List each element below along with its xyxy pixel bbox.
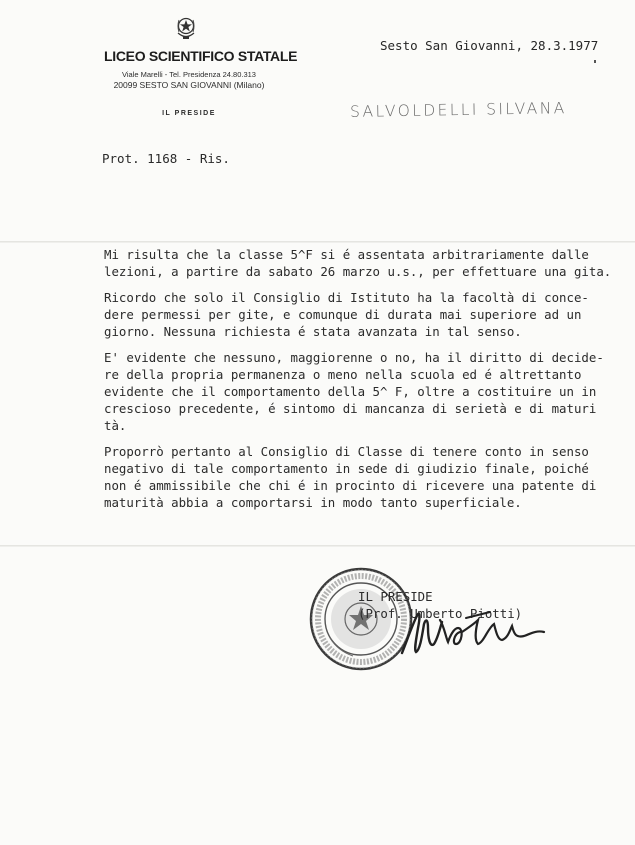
letter-body xyxy=(104,246,624,520)
body-paragraph-1: Mi risulta che la classe 5^F si é assentata arbitrariamente dalle lezioni, a partire da sabato 26 marzo u.s., per effettuare una gita. xyxy=(104,247,612,279)
paper-fold-line xyxy=(0,241,635,243)
body-paragraph-4: Proporrò pertanto al Consiglio di Classe di tenere conto in senso negativo di tale comportamento in sede di giudizio finale, poiché non é ammissibile che chi é in procinto di ricevere una patente di maturità abbia a comportarsi in modo tanto superficiale. xyxy=(104,444,597,510)
address-line-1: Viale Marelli - Tel. Presidenza 24.80.313 xyxy=(122,70,256,79)
signatory-title: IL PRESIDE xyxy=(358,589,433,604)
handwritten-name: SALVOLDELLI SILVANA xyxy=(349,99,567,121)
italian-republic-emblem-icon xyxy=(175,14,197,40)
protocol-number: Prot. 1168 - Ris. xyxy=(102,151,230,166)
body-paragraph-3: E' evidente che nessuno, maggiorenne o no, ha il diritto di decide- re della propria permanenza o meno nella scuola ed é altrettanto evidente che il comportamento della 5^ F, oltre a costituire un in crescioso precedente, é sintomo di mancanza di serietà e di maturi tà. xyxy=(104,350,604,433)
place-and-date: Sesto San Giovanni, 28.3.1977 xyxy=(380,38,599,53)
body-paragraph-2: Ricordo che solo il Consiglio di Istituto ha la facoltà di conce- dere permessi per gite, e comunque di durata mai superiore ad un giorno. Nessuna richiesta é stata avanzata in tal senso. xyxy=(104,290,589,339)
letterhead-role: IL PRESIDE xyxy=(162,110,216,117)
paper-fold-line xyxy=(0,545,635,547)
address-line-2: 20099 SESTO SAN GIOVANNI (Milano) xyxy=(113,80,265,90)
handwritten-signature-icon xyxy=(398,598,548,658)
school-name: LICEO SCIENTIFICO STATALE xyxy=(104,48,298,64)
ink-mark xyxy=(594,60,596,63)
school-address xyxy=(104,70,274,90)
signatory-name: (Prof. Umberto Piotti) xyxy=(358,606,523,621)
